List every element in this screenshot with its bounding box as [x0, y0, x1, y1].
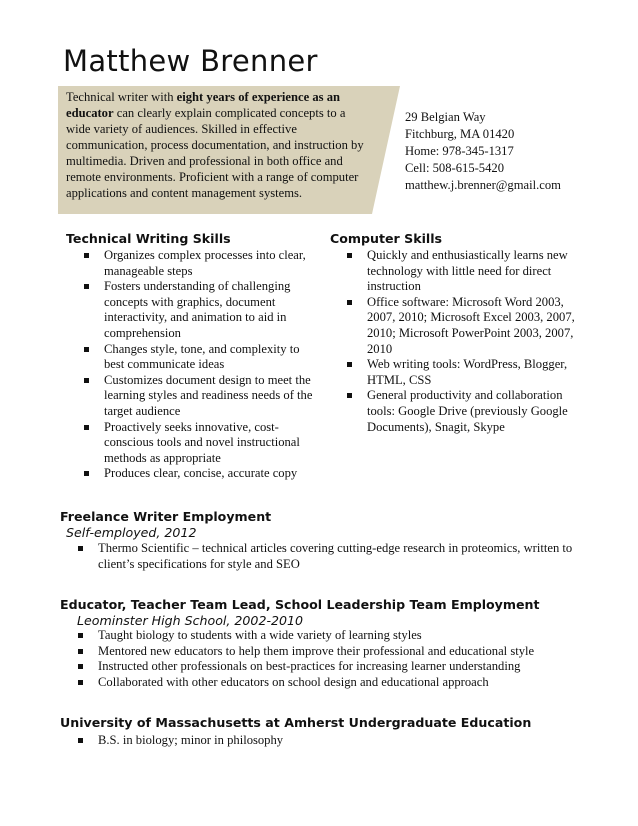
list-item: Quickly and enthusiastically learns new technology with little need for direct instruction [347, 248, 583, 295]
contact-email: matthew.j.brenner@gmail.com [405, 178, 561, 192]
list-item: Customizes document design to meet the learning styles and readiness needs of the target audience [84, 373, 320, 420]
list-item: Collaborated with other educators on school design and educational approach [78, 675, 578, 691]
educator-list [78, 628, 578, 690]
list-item: Office software: Microsoft Word 2003, 2007, 2010; Microsoft Excel 2003, 2007, 2010; Microsoft PowerPoint 2003, 2007, 2010 [347, 295, 583, 357]
educator-heading: Educator, Teacher Team Lead, School Leadership Team Employment [60, 597, 540, 612]
freelance-list [78, 541, 578, 572]
list-item: Organizes complex processes into clear, manageable steps [84, 248, 320, 279]
education-list [78, 733, 578, 749]
contact-info [405, 109, 561, 194]
list-item: Proactively seeks innovative, cost-conscious tools and novel instructional methods as appropriate [84, 420, 320, 467]
professional-summary [66, 89, 366, 201]
summary-text-end: can clearly explain complicated concepts to a wide variety of audiences. Skilled in effective communication, process documentation, and instruction by multimedia. Driven and professional in both office and remote environments. Proficient with a range of computer applications and content management systems. [66, 106, 364, 200]
summary-text-start: Technical writer with [66, 90, 177, 104]
educator-subtitle: Leominster High School, 2002-2010 [77, 613, 304, 628]
list-item: Changes style, tone, and complexity to best communicate ideas [84, 342, 320, 373]
summary-highlight: eight years of experience as an educator [66, 90, 341, 120]
list-item: General productivity and collaboration tools: Google Drive (previously Google Documents), Snagit, Skype [347, 388, 583, 435]
freelance-subtitle: Self-employed, 2012 [66, 525, 197, 540]
list-item: Web writing tools: WordPress, Blogger, HTML, CSS [347, 357, 583, 388]
list-item: B.S. in biology; minor in philosophy [78, 733, 578, 749]
list-item: Instructed other professionals on best-practices for increasing learner understanding [78, 659, 578, 675]
list-item: Produces clear, concise, accurate copy [84, 466, 320, 482]
education-heading: University of Massachusetts at Amherst Undergraduate Education [60, 715, 532, 730]
contact-city: Fitchburg, MA 01420 [405, 127, 515, 141]
freelance-heading: Freelance Writer Employment [60, 509, 272, 524]
list-item: Mentored new educators to help them improve their professional and educational style [78, 644, 578, 660]
resume-name: Matthew Brenner [63, 44, 318, 78]
contact-home-phone: Home: 978-345-1317 [405, 144, 514, 158]
list-item: Fosters understanding of challenging concepts with graphics, document interactivity, and animation to aid in comprehension [84, 279, 320, 341]
technical-skills-list [84, 248, 320, 482]
list-item: Taught biology to students with a wide variety of learning styles [78, 628, 578, 644]
technical-skills-heading: Technical Writing Skills [66, 231, 231, 246]
contact-street: 29 Belgian Way [405, 110, 486, 124]
contact-cell-phone: Cell: 508-615-5420 [405, 161, 504, 175]
computer-skills-list [347, 248, 583, 435]
list-item: Thermo Scientific – technical articles covering cutting-edge research in proteomics, written to client’s specifications for style and SEO [78, 541, 578, 572]
computer-skills-heading: Computer Skills [330, 231, 443, 246]
